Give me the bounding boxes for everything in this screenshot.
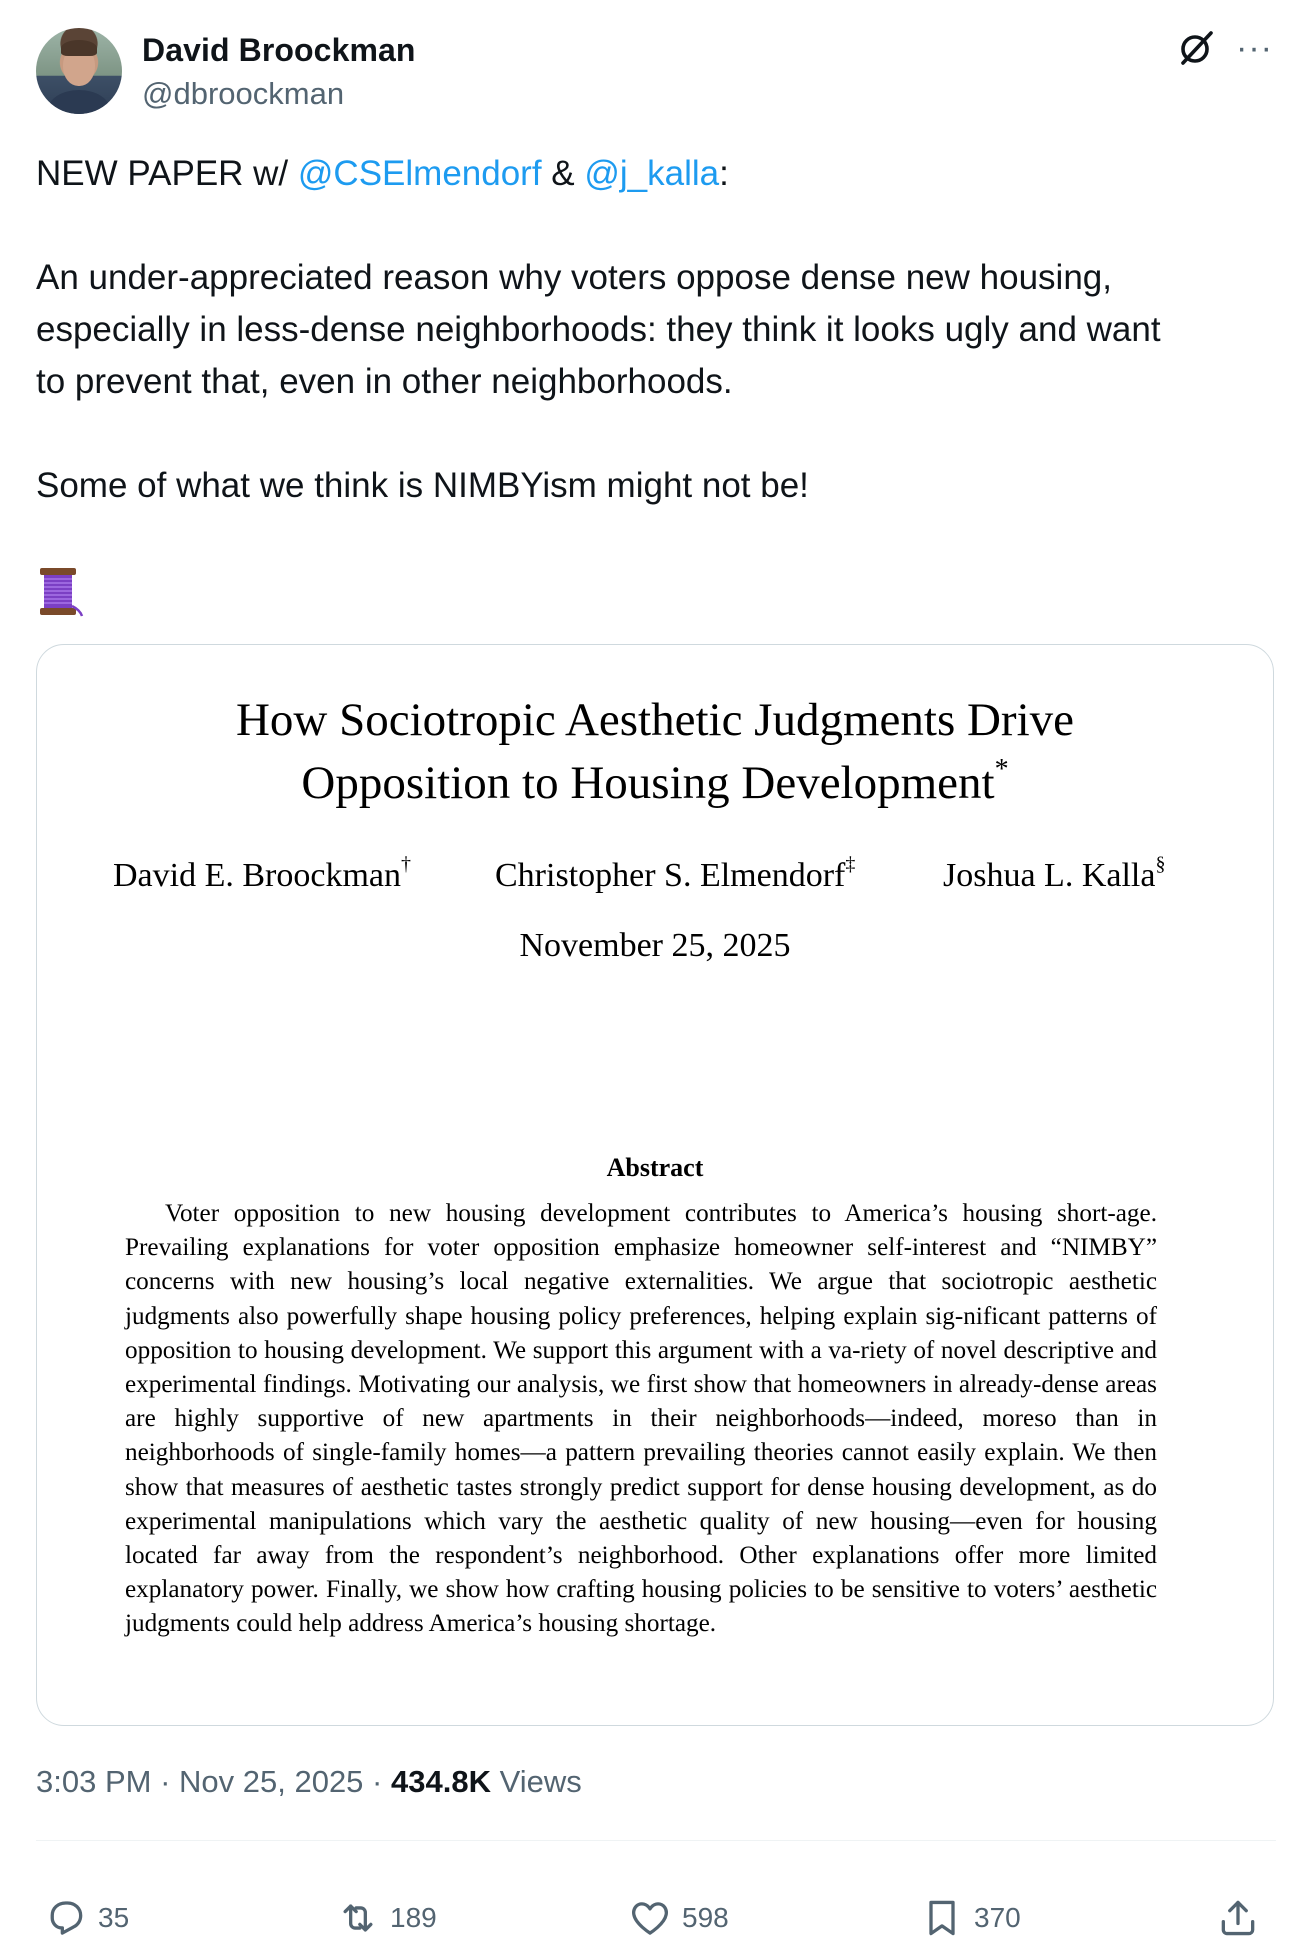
reply-icon	[44, 1896, 88, 1940]
reply-button[interactable]	[44, 1896, 129, 1940]
divider	[36, 1840, 1276, 1841]
paper-title	[37, 689, 1273, 815]
meta-separator-1: ·	[151, 1764, 180, 1799]
bookmark-button[interactable]	[920, 1896, 1021, 1940]
reply-count: 35	[98, 1902, 130, 1933]
abstract-body: Voter opposition to new housing development contributes to America’s housing short-age. Prevailing explanations for voter opposition emphasize homeowner self-interest and “NIMBY” concerns with new housing’s local negative externalities. We argue that sociotropic aesthetic judgments also powerfully shape housing policy preferences, helping explain sig-nificant patterns of opposition to housing development. We support this argument with a va-riety of novel descriptive and experimental findings. Motivating our analysis, we first show that homeowners in already-dense areas are highly supportive of new apartments in their neighborhoods—indeed, moreso than in neighborhoods of single-family homes—a pattern prevailing theories cannot easily explain. We then show that measures of aesthetic tastes strongly predict support for dense housing development, as do experimental manipulations which vary the aesthetic quality of new housing—even for housing located far away from the respondent’s neighborhood. Other explanations offer more limited explanatory power. Finally, we show how crafting housing policies to be sensitive to voters’ aesthetic judgments could help address America’s housing shortage.	[125, 1200, 1157, 1638]
tweet-line-1	[36, 148, 1276, 200]
paper-title-line-1: How Sociotropic Aesthetic Judgments Drive	[235, 694, 1075, 746]
paper-author-2-mark: ‡	[845, 853, 856, 875]
tweet-meta	[36, 1764, 582, 1800]
paper-title-line-2-text: Opposition to Housing Development	[301, 757, 995, 809]
tweet-colon: :	[719, 154, 729, 193]
like-button[interactable]	[628, 1896, 729, 1940]
heart-icon	[628, 1896, 672, 1940]
spool-of-thread-icon	[36, 566, 86, 618]
paper-image-card[interactable]	[36, 644, 1274, 1726]
tweet-text	[36, 148, 1276, 512]
more-icon[interactable]: ···	[1236, 29, 1273, 67]
bookmark-count: 370	[974, 1902, 1021, 1933]
tweet-header	[36, 28, 1276, 128]
paper-date: November 25, 2025	[519, 927, 791, 964]
paper-title-footnote: *	[994, 754, 1009, 785]
mention-cselmendorf[interactable]: @CSElmendorf	[297, 154, 542, 193]
avatar-shoulders	[48, 90, 110, 114]
share-icon	[1216, 1896, 1260, 1940]
tweet-prefix: NEW PAPER w/	[36, 154, 298, 193]
avatar[interactable]	[36, 28, 122, 114]
meta-separator-2: ·	[363, 1764, 391, 1799]
paper-title-line-2	[37, 752, 1273, 815]
author-handle[interactable]: @dbroockman	[142, 76, 345, 111]
share-button[interactable]	[1216, 1896, 1260, 1940]
like-count: 598	[682, 1902, 729, 1933]
tweet	[36, 28, 1276, 1933]
tweet-paragraph-2-line-1: An under-appreciated reason why voters oppose dense new housing,	[36, 258, 1112, 297]
paper-author-3-mark: §	[1155, 853, 1166, 875]
paper-author-2-name: Christopher S. Elmendorf	[495, 857, 846, 894]
tweet-paragraph-3: Some of what we think is NIMBYism might not be!	[36, 466, 809, 505]
paper-author-2	[495, 853, 856, 895]
author-name[interactable]: David Broockman	[142, 32, 416, 68]
abstract-heading: Abstract	[606, 1153, 704, 1182]
paper-author-1-name: David E. Broockman	[113, 857, 401, 894]
avatar-hair	[61, 40, 97, 56]
tweet-ampersand: &	[541, 154, 585, 193]
paper-author-1	[113, 853, 411, 895]
views-label: Views	[490, 1764, 582, 1799]
views-count: 434.8K	[391, 1764, 491, 1799]
paper-author-3-name: Joshua L. Kalla	[943, 857, 1156, 894]
action-bar	[36, 1896, 1276, 1946]
repost-count: 189	[390, 1902, 437, 1933]
tweet-time[interactable]: 3:03 PM	[36, 1764, 152, 1799]
repost-button[interactable]	[336, 1896, 437, 1940]
mention-j-kalla[interactable]: @j_kalla	[584, 154, 720, 193]
bookmark-icon	[920, 1896, 964, 1940]
tweet-paragraph-2-line-2: especially in less-dense neighborhoods: they think it looks ugly and want	[36, 310, 1161, 349]
tweet-date[interactable]: Nov 25, 2025	[179, 1764, 364, 1799]
grok-icon[interactable]	[1176, 28, 1216, 68]
repost-icon	[336, 1896, 380, 1940]
tweet-paragraph-2-line-3: to prevent that, even in other neighborhoods.	[36, 362, 733, 401]
paper-author-3	[943, 853, 1166, 895]
paper-author-1-mark: †	[401, 853, 411, 875]
